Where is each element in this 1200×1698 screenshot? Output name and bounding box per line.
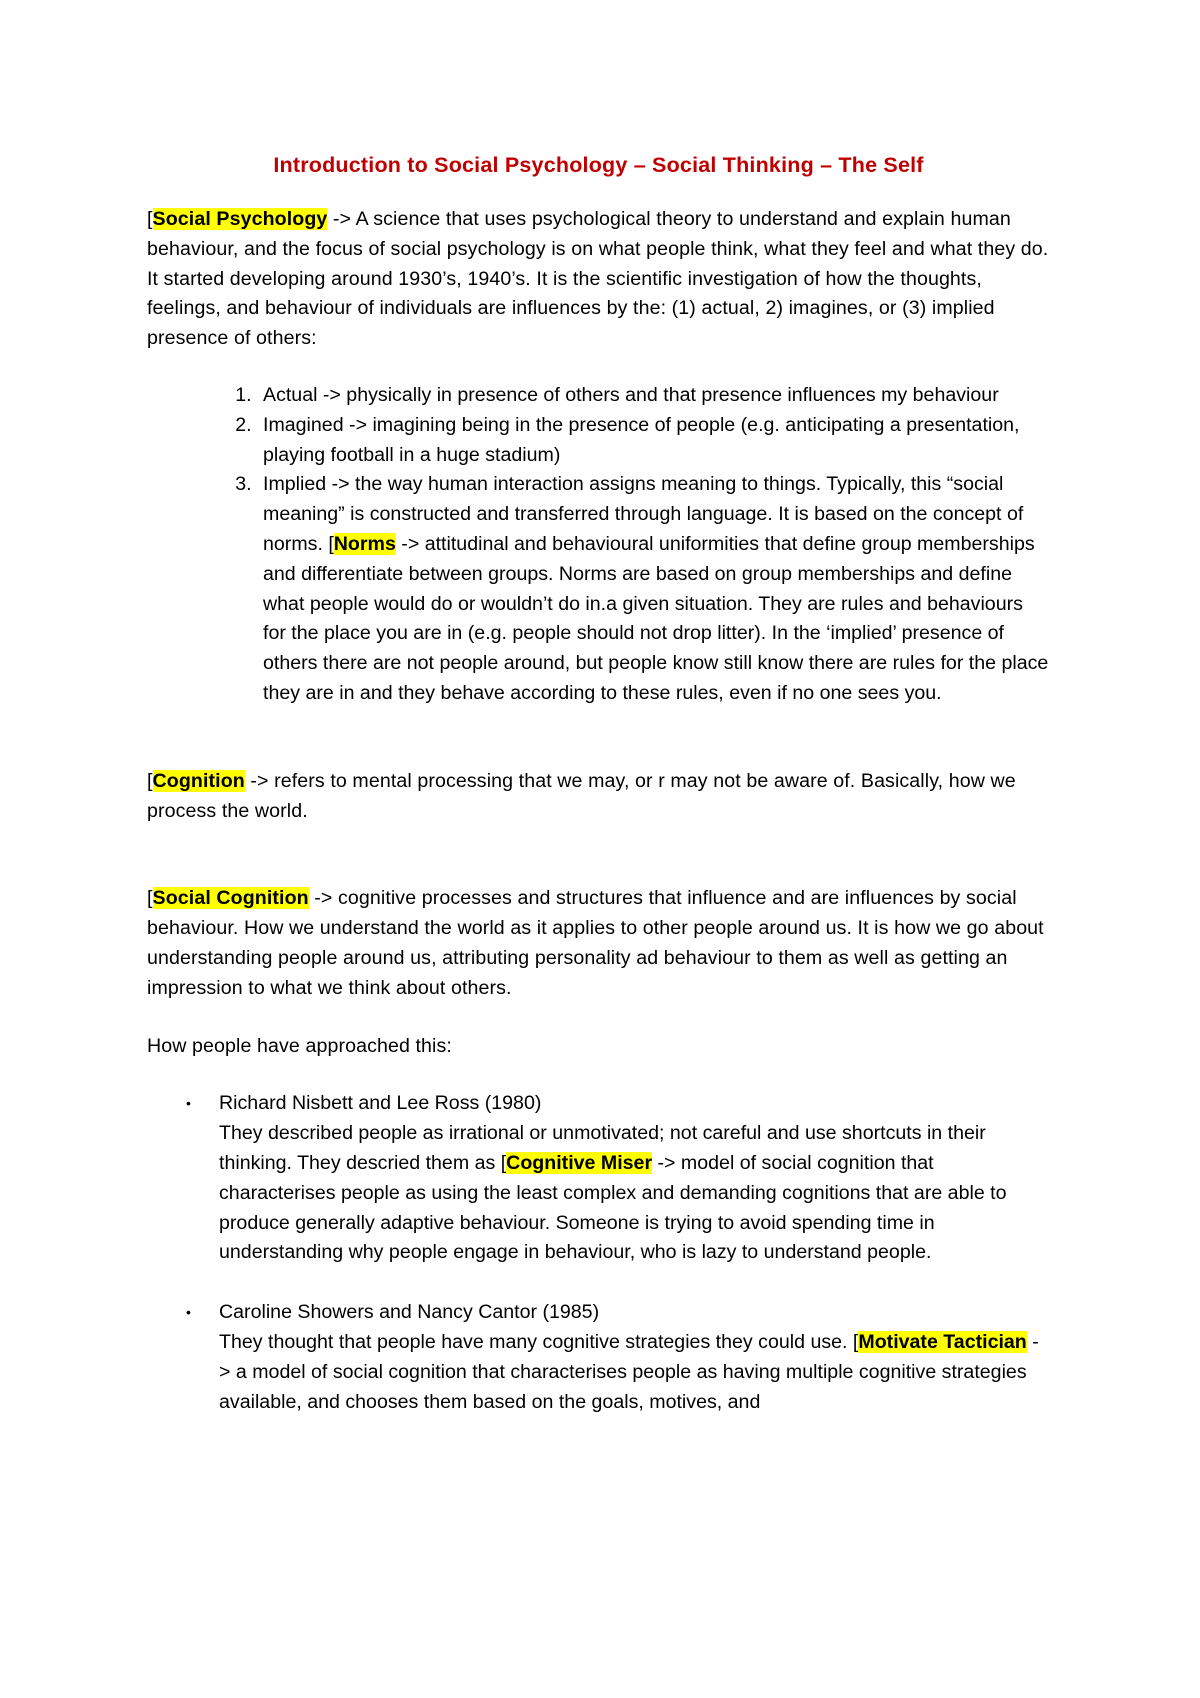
bracket: [ <box>147 769 153 792</box>
bracket: [ <box>147 887 153 910</box>
list-item <box>257 381 1050 411</box>
presence-types-list <box>147 381 1050 709</box>
description-text: They thought that people have many cognitive strategies they could use. [ <box>219 1330 859 1353</box>
definition-text: -> A science that uses psychological theory to understand and explain human behaviour, and the focus of social psychology is on what people think, what they feel and what they do. It started developing around 1930’s, 1940’s. It is the scientific investigation of how the thoughts, feelings, and behaviour of individuals are influences by the: (1) actual, 2) imagines, or (3) implied presence of others: <box>147 208 1049 350</box>
authors: Richard Nisbett and Lee Ross (1980) <box>219 1092 542 1115</box>
list-item <box>257 411 1050 471</box>
bracket: [ <box>147 208 153 230</box>
social-cognition-paragraph <box>147 884 1050 1003</box>
list-item <box>186 1298 1050 1417</box>
definition-text: -> cognitive processes and structures that influence and are influences by social behaviour. How we understand the world as it applies to other people around us. It is how we go about understanding people around us, attributing personality ad behaviour to them as well as getting an impression to what we think about others. <box>147 887 1044 999</box>
definition-text: -> refers to mental processing that we may, or r may not be aware of. Basically, how we process the world. <box>147 769 1016 822</box>
approach-description <box>219 1328 1050 1417</box>
approaches-intro: How people have approached this: <box>147 1034 452 1057</box>
approaches-list <box>147 1089 1050 1417</box>
term-highlight: Motivate Tactician <box>858 1330 1027 1353</box>
list-item <box>186 1089 1050 1268</box>
authors: Caroline Showers and Nancy Cantor (1985) <box>219 1301 600 1324</box>
approach-description <box>219 1119 1050 1268</box>
description-text: -> a model of social cognition that characterises people as having multiple cognitive strategies available, and chooses them based on the goals, motives, and <box>219 1330 1039 1413</box>
social-psychology-paragraph <box>147 205 1050 354</box>
list-item-text: Implied -> the way human interaction assigns meaning to things. Typically, this “social meaning” is constructed and transferred through language. It is based on the concept of norms. [ <box>263 473 1024 555</box>
term-highlight: Social Cognition <box>152 887 309 910</box>
page-title: Introduction to Social Psychology – Social Thinking – The Self <box>273 153 924 177</box>
description-text: -> model of social cognition that characterises people as using the least complex and demanding cognitions that are able to produce generally adaptive behaviour. Someone is trying to avoid spending time in understanding why people engage in behaviour, who is lazy to understand people. <box>219 1151 1007 1264</box>
term-highlight: Norms <box>333 532 396 555</box>
term-highlight: Cognitive Miser <box>506 1151 653 1174</box>
bullet-icon: • <box>186 1095 191 1112</box>
bullet-icon: • <box>186 1304 191 1321</box>
term-highlight: Cognition <box>152 769 245 792</box>
cognition-paragraph <box>147 767 1050 827</box>
term-highlight: Social Psychology <box>152 208 328 230</box>
description-text: They described people as irrational or unmotivated; not careful and use shortcuts in their thinking. They descried them as [ <box>219 1122 986 1174</box>
list-item <box>257 470 1050 708</box>
list-item-text: Actual -> physically in presence of others and that presence influences my behaviour <box>263 383 999 406</box>
list-item-text: -> attitudinal and behavioural uniformities that define group memberships and differentiate between groups. Norms are based on group memberships and define what people would do or wouldn’t do in.a given situation. They are rules and behaviours for the place you are in (e.g. people should not drop litter). In the ‘implied’ presence of others there are not people around, but people know still know there are rules for the place they are in and they behave according to these rules, even if no one sees you. <box>263 532 1049 704</box>
list-item-text: Imagined -> imagining being in the presence of people (e.g. anticipating a presentation, playing football in a huge stadium) <box>263 413 1020 466</box>
